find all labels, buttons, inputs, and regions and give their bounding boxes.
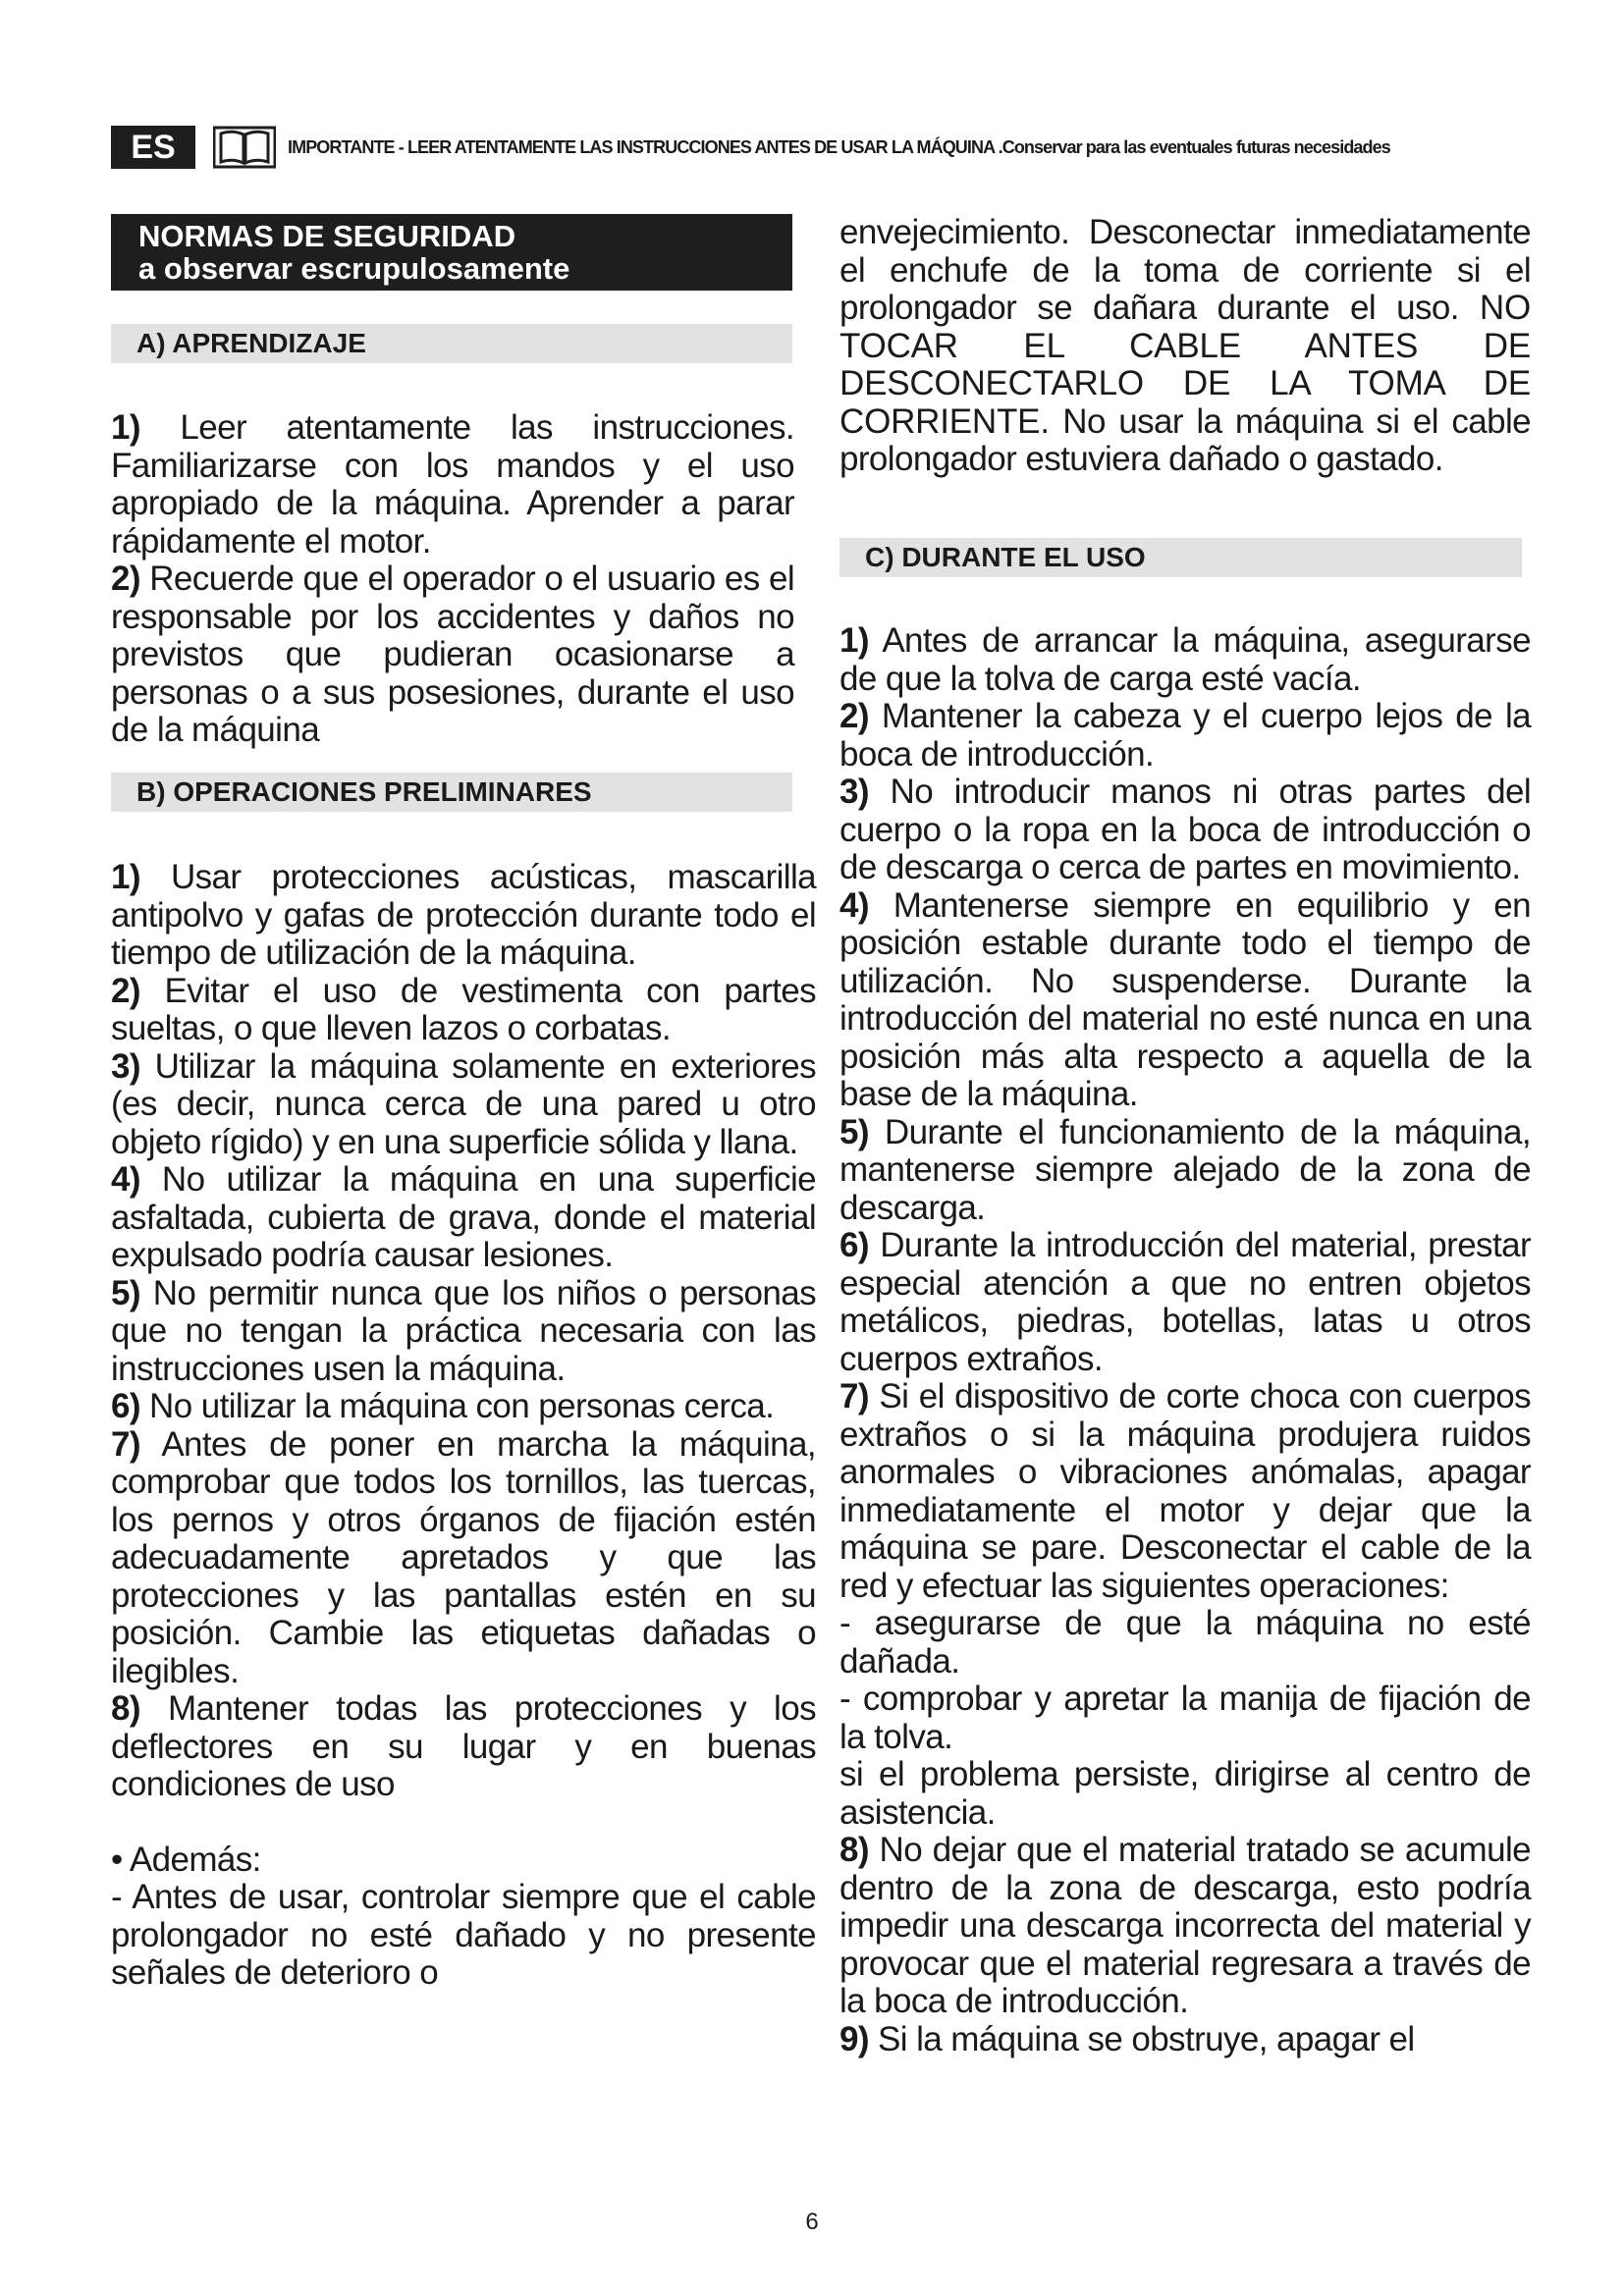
list-item: 3) No introducir manos ni otras partes del cuerpo o la ropa en la boca de introducción o de descarga o cerca de partes en movimiento. xyxy=(839,773,1532,886)
list-item: 4) No utilizar la máquina en una superficie asfaltada, cubierta de grava, donde el material expulsado podría causar lesiones. xyxy=(111,1160,817,1274)
list-item: 2) Evitar el uso de vestimenta con partes sueltas, o que lleven lazos o corbatas. xyxy=(111,971,816,1047)
page-number: 6 xyxy=(805,2209,819,2235)
sub-item: si el problema persiste, dirigirse al centro de asistencia. xyxy=(839,1755,1531,1832)
page-header xyxy=(111,126,1505,169)
list-item: 5) Durante el funcionamiento de la máquina, mantenerse siempre alejado de la zona de descarga. xyxy=(839,1112,1531,1227)
section-b-heading: B) OPERACIONES PRELIMINARES xyxy=(111,773,792,812)
list-item: 6) Durante la introducción del material, prestar especial atención a que no entren objetos metálicos, piedras, botellas, latas u otros cuerpos extraños. xyxy=(839,1226,1531,1378)
sub-item: - asegurarse de que la máquina no esté dañada. xyxy=(839,1604,1531,1681)
sub-item: - comprobar y apretar la manija de fijación de la tolva. xyxy=(839,1680,1531,1756)
header-notice xyxy=(288,133,1390,161)
list-item: 2) Mantener la cabeza y el cuerpo lejos de la boca de introducción. xyxy=(839,697,1531,774)
continuation-pre: envejecimiento. Desconectar inmediatamente el enchufe de la toma de corriente si el prolongador se dañara durante el uso. xyxy=(839,213,1531,327)
header-notice-bold: IMPORTANTE - LEER ATENTAMENTE LAS INSTRUCCIONES ANTES DE USAR LA MÁQUINA . xyxy=(288,137,1002,157)
ademas-text: - Antes de usar, controlar siempre que el cable prolongador no esté dañado y no presente señales de deterioro o xyxy=(111,1878,816,1992)
continuation-caps: NO TOCAR EL CABLE ANTES DE DESCONECTARLO DE LA TOMA DE CORRIENTE. xyxy=(839,289,1532,441)
open-book-icon xyxy=(213,126,276,169)
list-item: 9) Si la máquina se obstruye, apagar el xyxy=(839,2019,1415,2058)
section-b-body xyxy=(111,859,816,1993)
safety-title xyxy=(111,214,792,291)
ademas-label: • Además: xyxy=(111,1840,261,1879)
continuation-post: No usar la máquina si el cable prolongador estuviera dañado o gastado. xyxy=(839,401,1531,478)
list-item: 1) Leer atentamente las instrucciones. Familiarizarse con los mandos y el uso apropiado de la máquina. Aprender a parar rápidamente el motor. xyxy=(111,408,794,561)
list-item: 8) No dejar que el material tratado se acumule dentro de la zona de descarga, esto podría impedir una descarga incorrecta del material y provocar que el material regresara a través de la boca de introducción. xyxy=(839,1831,1532,2020)
list-item: 2) Recuerde que el operador o el usuario es el responsable por los accidentes y daños no previstos que pudieran ocasionarse a personas o a sus posesiones, durante el uso de la máquina xyxy=(111,560,795,749)
title-line-2: a observar escrupulosamente xyxy=(138,251,570,286)
list-item: 3) Utilizar la máquina solamente en exteriores (es decir, nunca cerca de una pared u otro objeto rígido) y en una superficie sólida y llana. xyxy=(111,1046,817,1161)
section-b-continuation xyxy=(839,214,1531,479)
list-item: 6) No utilizar la máquina con personas cerca. xyxy=(111,1387,775,1425)
section-a-body xyxy=(111,409,794,750)
list-item: 1) Antes de arrancar la máquina, asegurarse de que la tolva de carga esté vacía. xyxy=(839,621,1531,698)
section-c-body xyxy=(839,622,1531,2058)
language-badge: ES xyxy=(111,126,195,169)
list-item: 5) No permitir nunca que los niños o personas que no tengan la práctica necesaria con las instrucciones usen la máquina. xyxy=(111,1273,817,1388)
header-notice-rest: Conservar para las eventuales futuras necesidades xyxy=(1001,137,1390,157)
list-item: 7) Si el dispositivo de corte choca con cuerpos extraños o si la máquina produjera ruidos anormales o vibraciones anómalas, apagar inmediatamente el motor y dejar que la máquina se pare. Desconectar el cable de la red y efectuar las siguientes operaciones: xyxy=(839,1377,1532,1605)
section-c-heading: C) DURANTE EL USO xyxy=(839,538,1522,577)
section-a-heading: A) APRENDIZAJE xyxy=(111,324,792,363)
list-item: 7) Antes de poner en marcha la máquina, comprobar que todos los tornillos, las tuercas, los pernos y otros órganos de fijación estén adecuadamente apretados y que las protecciones y las pantallas estén en su posición. Cambie las etiquetas dañadas o ilegibles. xyxy=(111,1424,816,1690)
title-line-1: NORMAS DE SEGURIDAD xyxy=(138,219,516,253)
list-item: 1) Usar protecciones acústicas, mascarilla antipolvo y gafas de protección durante todo el tiempo de utilización de la máquina. xyxy=(111,858,816,972)
list-item: 8) Mantener todas las protecciones y los deflectores en su lugar y en buenas condiciones de uso xyxy=(111,1689,816,1803)
list-item: 4) Mantenerse siempre en equilibrio y en posición estable durante todo el tiempo de utilización. No suspenderse. Durante la introducción del material no esté nunca en una posición más alta respecto a aquella de la base de la máquina. xyxy=(839,885,1532,1113)
